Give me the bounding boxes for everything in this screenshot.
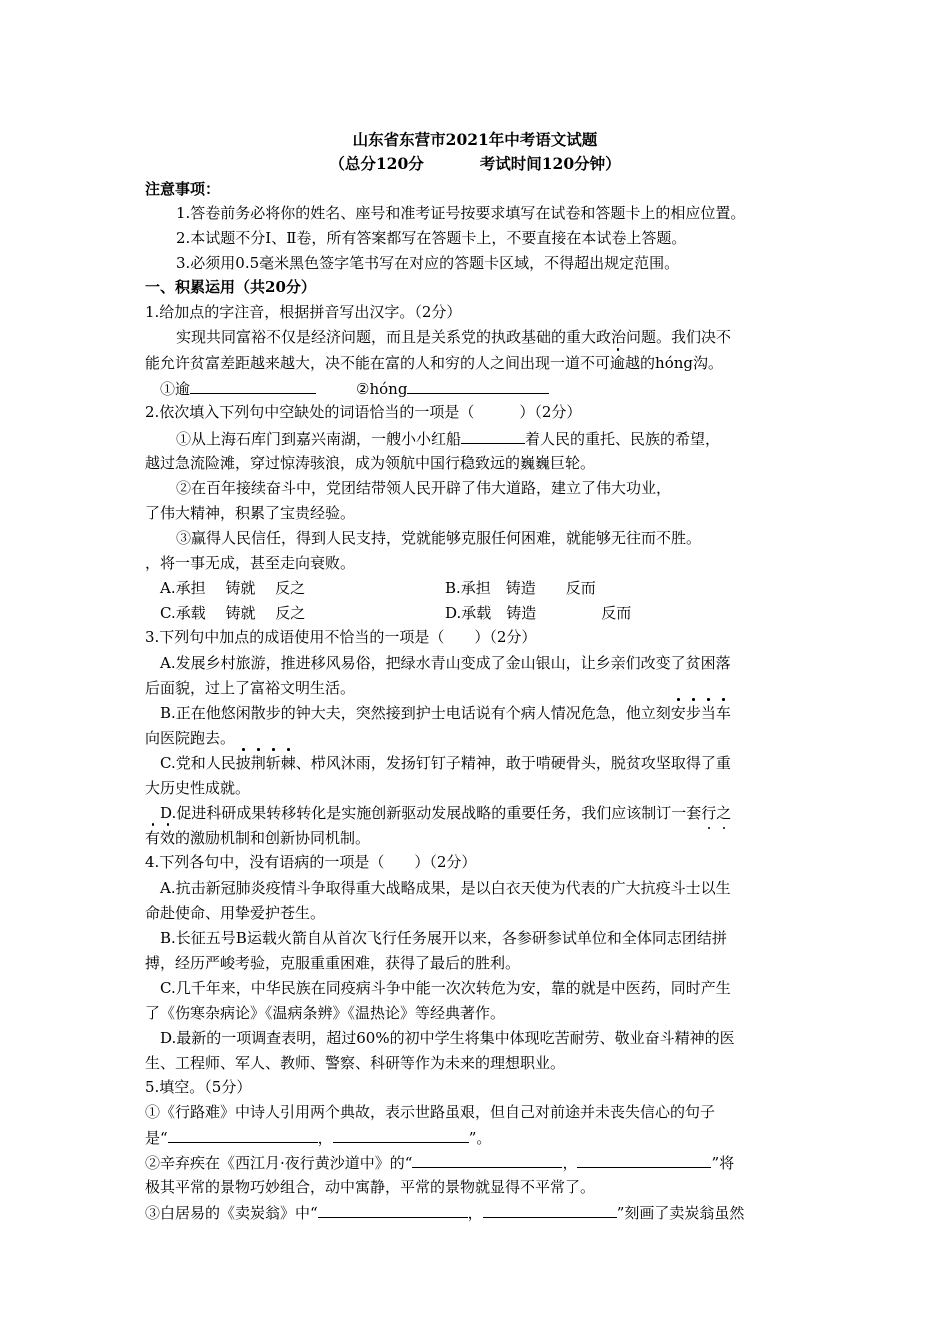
q2-stem: 2.依次填入下列句中空缺处的词语恰当的一项是（ ）（2分） — [145, 403, 582, 421]
emphasis-dot-char: 安 — [670, 704, 686, 722]
q2-sentence1-cont: 越过急流险滩，穿过惊涛骇浪，成为领航中国行稳致远的巍巍巨轮。 — [145, 454, 596, 472]
q2-option-b[interactable]: B.承担 铸造 反而 — [445, 579, 596, 597]
q5-stem: 5.填空。（5分） — [145, 1078, 252, 1096]
q1-answer2-blank[interactable] — [407, 377, 549, 394]
q5-item3: ③白居易的《卖炭翁》中“ ， ”刻画了卖炭翁虽然 — [145, 1201, 744, 1224]
exam-time: 考试时间120分钟） — [479, 154, 621, 173]
section-heading: 一、积累运用（共20分） — [145, 278, 316, 296]
q3-c-idiom1 — [236, 754, 296, 772]
emphasis-dot-char: 披 — [235, 754, 251, 772]
q2-sentence3-cont: ，将一事无成，甚至走向衰败。 — [145, 554, 356, 572]
q5-item1-blank1[interactable] — [168, 1126, 318, 1143]
emphasis-dot-char: 车 — [715, 704, 731, 722]
q5-item1: ①《行路难》中诗人引用两个典故，表示世路虽艰，但自己对前途并未丧失信心的句子 — [145, 1103, 716, 1121]
q3-a-idiom: 移风易俗 — [310, 654, 371, 672]
q4-option-b-cont: 搏，经历严峻考验，克服重重困难，获得了最后的胜利。 — [145, 954, 521, 972]
q3-option-d[interactable]: D.促进科研成果转移转化是实施创新驱动发展战略的重要任务，我们应该制订一套行之 — [160, 804, 732, 822]
q4-option-c-cont: 了《伤寒杂病论》《温病条辨》《温热论》等经典著作。 — [145, 1004, 506, 1022]
q5-item1-blank2[interactable] — [333, 1126, 469, 1143]
q2-sentence2: ②在百年接续奋斗中，党团结带领人民开辟了伟大道路，建立了伟大功业， — [176, 479, 672, 497]
emphasis-dot-char: 行 — [701, 804, 717, 822]
q3-option-b[interactable]: B.正在他悠闲散步的钟大夫，突然接到护士电话说有个病人情况危急，他立刻安步当车 — [160, 704, 731, 722]
emphasis-dot-char: 棘 — [280, 754, 296, 772]
q2-option-d[interactable]: D.承载 铸造 反而 — [445, 604, 632, 622]
exam-subtitle — [0, 152, 950, 174]
notice-item-3: 3.必须用0.5毫米黑色签字笔书写在对应的答题卡区域，不得超出规定范围。 — [176, 254, 680, 272]
q4-option-d-cont: 生、工程师、军人、教师、警察、科研等作为未来的理想职业。 — [145, 1054, 566, 1072]
q4-option-b[interactable]: B.长征五号B运载火箭自从首次飞行任务展开以来，各参研参试单位和全体同志团结拼 — [160, 929, 727, 947]
q3-b-idiom — [671, 704, 731, 722]
notice-item-1: 1.答卷前务必将你的姓名、座号和准考证号按要求填写在试卷和答题卡上的相应位置。 — [176, 204, 746, 222]
total-score: （总分120分 — [329, 154, 424, 173]
q3-option-c-cont: 大历史性成就。 — [145, 779, 251, 797]
q2-option-c[interactable]: C.承载 铸就 反之 — [160, 604, 306, 622]
q1-stem: 1.给加点的字注音，根据拼音写出汉字。（2分） — [145, 303, 462, 321]
q2-blank1[interactable] — [461, 427, 525, 444]
q3-option-b-cont: 向医院跑去。 — [145, 729, 236, 747]
emphasis-dot-char: 当 — [700, 704, 716, 722]
q1-answer1-blank[interactable] — [190, 377, 316, 394]
notice-item-2: 2.本试题不分Ⅰ、Ⅱ卷，所有答案都写在答题卡上，不要直接在本试卷上答题。 — [176, 229, 687, 247]
q1-answer2-label: ②hóng — [356, 380, 408, 398]
emphasis-dot-char: 效 — [160, 829, 176, 847]
q5-item3-blank2[interactable] — [483, 1201, 617, 1218]
q1-passage-line1: 实现共同富裕不仅是经济问题，而且是关系党的执政基础的重大政治问题。我们决不 — [176, 328, 732, 346]
q5-item2-blank2[interactable] — [577, 1151, 711, 1168]
notice-heading: 注意事项： — [145, 180, 221, 198]
q4-option-a-cont: 命赴使命、用挚爱护苍生。 — [145, 904, 326, 922]
q1-passage-line2: 能允许贫富差距越来越大，决不能在富的人和穷的人之间出现一道不可逾越的hóng沟。 — [145, 354, 723, 372]
q2-sentence1: ①从上海石库门到嘉兴南湖，一艘小小红船 着人民的重托、民族的希望， — [176, 427, 720, 450]
q2-sentence2-cont: 了伟大精神，积累了宝贵经验。 — [145, 504, 356, 522]
q2-sentence3: ③赢得人民信任，得到人民支持，党就能够克服任何困难，就能够无往而不胜。 — [176, 529, 702, 547]
q4-option-d[interactable]: D.最新的一项调查表明，超过60%的初中学生将集中体现吃苦耐劳、敬业奋斗精神的医 — [160, 1029, 735, 1047]
emphasis-dot-char: 步 — [685, 704, 701, 722]
q5-item1-answer: 是“ ， ”。 — [145, 1126, 491, 1149]
q1-answer1-label: ①逾 — [160, 380, 191, 398]
q3-d-idiom-part1 — [701, 804, 731, 822]
q4-option-c[interactable]: C.几千年来，中华民族在同疫病斗争中能一次次转危为安，靠的就是中医药，同时产生 — [160, 979, 731, 997]
q1-answer-line — [160, 377, 549, 400]
q5-item2-cont: 极其平常的景物巧妙组合，动中寓静，平常的景物就显得不平常了。 — [145, 1178, 596, 1196]
q3-option-a-cont: 后面貌，过上了富裕文明生活。 — [145, 679, 356, 697]
emphasis-dot-char: 荆 — [250, 754, 266, 772]
q4-option-a[interactable]: A.抗击新冠肺炎疫情斗争取得重大战略成果，是以白衣天使为代表的广大抗疫斗士以生 — [160, 879, 731, 897]
q5-item3-blank1[interactable] — [318, 1201, 468, 1218]
emphasis-dot-char: 斩 — [265, 754, 281, 772]
q3-d-idiom-part2 — [145, 829, 175, 847]
q2-option-a[interactable]: A.承担 铸就 反之 — [160, 579, 306, 597]
q5-item2: ②辛弃疾在《西江月·夜行黄沙道中》的“ ， ”将 — [145, 1151, 734, 1174]
q4-stem: 4.下列各句中，没有语病的一项是（ ）（2分） — [145, 853, 477, 871]
q3-stem: 3.下列句中加点的成语使用不恰当的一项是（ ）（2分） — [145, 628, 537, 646]
emphasis-dot-char: 之 — [716, 804, 732, 822]
q3-option-d-cont: 有效的激励机制和创新协同机制。 — [145, 829, 371, 847]
emphasis-dot-char: 有 — [145, 829, 161, 847]
q3-option-a[interactable]: A.发展乡村旅游，推进移风易俗，把绿水青山变成了金山银山，让乡亲们改变了贫困落 — [160, 654, 731, 672]
q3-c-idiom2: 栉风沐雨 — [310, 754, 371, 772]
emphasis-dot-char: 逾 — [610, 354, 626, 372]
exam-title: 山东省东营市2021年中考语文试题 — [352, 130, 598, 149]
q5-item2-blank1[interactable] — [412, 1151, 562, 1168]
q3-option-c[interactable]: C.党和人民披荆斩棘、栉风沐雨，发扬钉钉子精神，敢于啃硬骨头，脱贫攻坚取得了重 — [160, 754, 731, 772]
